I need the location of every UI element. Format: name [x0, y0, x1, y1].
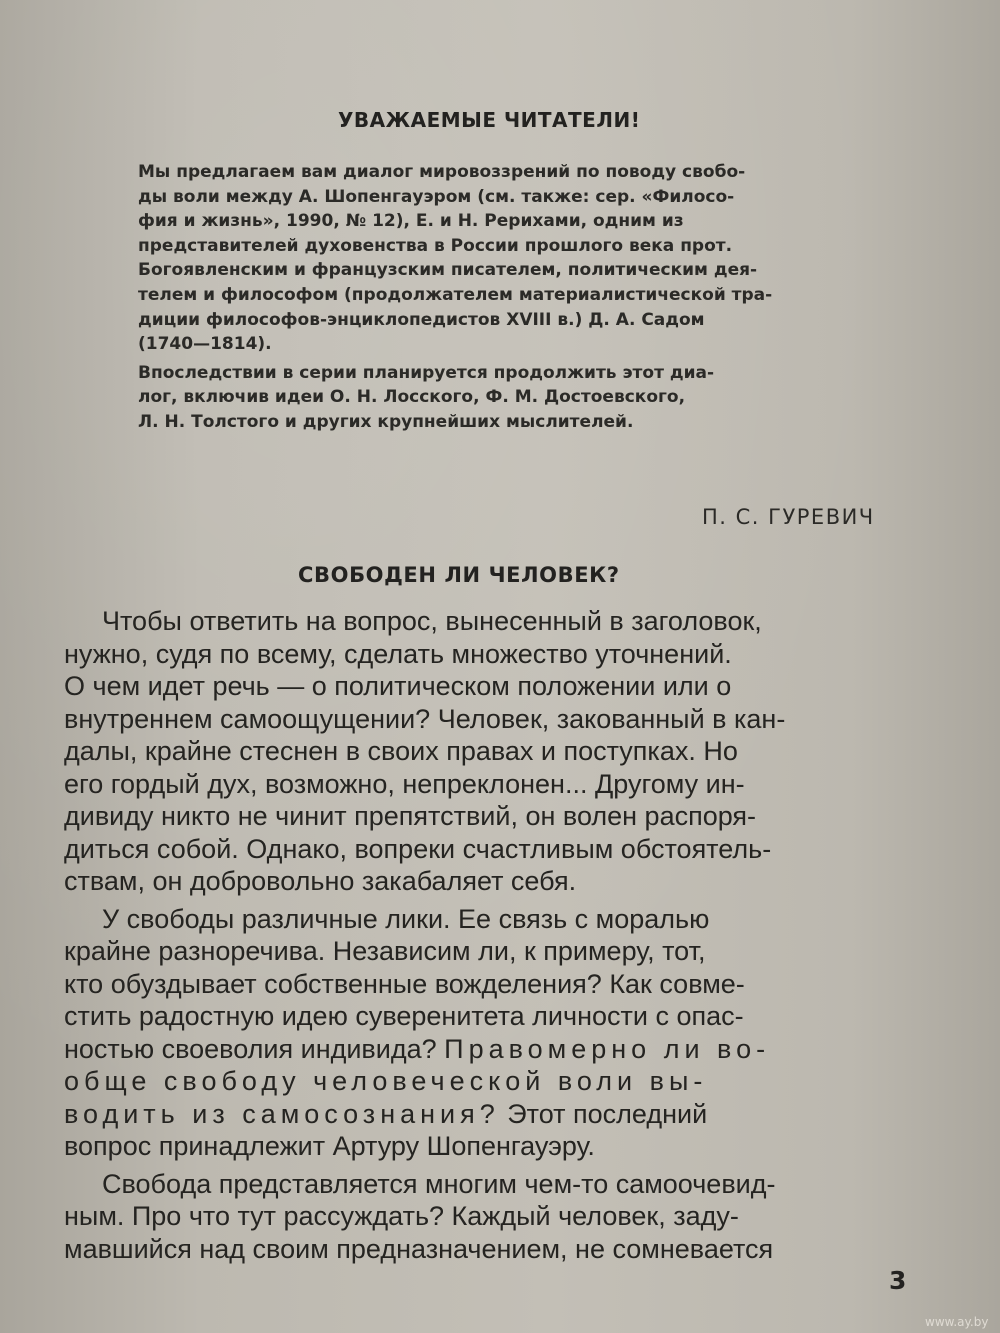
body-line: стить радостную идею суверенитета личности с опас-	[64, 1001, 744, 1031]
body-line: диться собой. Однако, вопреки счастливым обстоятель-	[64, 833, 772, 864]
notice-line: Мы предлагаем вам диалог мировоззрений по поводу свобо-	[138, 162, 746, 182]
article-title: СВОБОДЕН ЛИ ЧЕЛОВЕК?	[298, 563, 620, 587]
body-line: его гордый дух, возможно, непреклонен... Другому ин-	[64, 768, 745, 799]
body-line	[64, 1098, 914, 1131]
article-author: П. С. ГУРЕВИЧ	[702, 505, 875, 529]
body-line: нужно, судя по всему, сделать множество уточнений.	[64, 638, 732, 669]
notice-line: ды воли между А. Шопенгауэром (см. также: сер. «Филосо-	[138, 186, 735, 207]
body-line: У свободы различные лики. Ее связь с моралью	[102, 903, 710, 934]
notice-line: Л. Н. Толстого и других крупнейших мыслителей.	[138, 411, 634, 432]
notice-line: Впоследствии в серии планируется продолжить этот диа-	[138, 362, 715, 383]
notice-text	[138, 160, 898, 435]
body-line: вопрос принадлежит Артуру Шопенгауэру.	[64, 1131, 595, 1161]
body-line: ным. Про что тут рассуждать? Каждый человек, заду-	[64, 1201, 739, 1231]
notice-line: представителей духовенства в России прошлого века прот.	[138, 235, 733, 256]
emphasized-text: водить из самосознания?	[64, 1098, 500, 1129]
notice-line: (1740—1814).	[138, 334, 272, 355]
emphasized-text: Правомерно ли во-	[444, 1033, 771, 1064]
notice-line: диции философов-энциклопедистов XVIII в.) Д. А. Садом	[138, 309, 705, 330]
notice-title: УВАЖАЕМЫЕ ЧИТАТЕЛИ!	[338, 108, 641, 132]
body-text-run: ностью своеволия индивида?	[64, 1033, 437, 1064]
body-line: дивиду никто не чинит препятствий, он волен распоря-	[64, 801, 757, 831]
emphasized-text: обще свободу человеческой воли вы-	[64, 1066, 708, 1096]
body-line: внутреннем самоощущении? Человек, закованный в кан-	[64, 703, 786, 734]
notice-line: фия и жизнь», 1990, № 12), Е. и Н. Рерихами, одним из	[138, 211, 684, 232]
body-line: ствам, он добровольно закабаляет себя.	[64, 866, 577, 896]
article-body	[64, 605, 914, 1265]
body-line	[64, 1033, 914, 1066]
body-line: Свобода представляется многим чем-то самоочевид-	[102, 1168, 776, 1199]
page-number: 3	[889, 1266, 907, 1295]
body-line: крайне разноречива. Независим ли, к примеру, тот,	[64, 936, 706, 966]
body-line: мавшийся над своим предназначением, не сомневается	[64, 1233, 774, 1264]
body-text-run: Этот последний	[507, 1098, 708, 1129]
body-line: кто обуздывает собственные вожделения? Как совме-	[64, 968, 745, 999]
notice-line: Богоявленским и французским писателем, политическим дея-	[138, 260, 758, 281]
body-line: далы, крайне стеснен в своих правах и поступках. Но	[64, 736, 738, 766]
body-line: О чем идет речь — о политическом положении или о	[64, 671, 732, 701]
body-line: Чтобы ответить на вопрос, вынесенный в заголовок,	[102, 606, 762, 636]
notice-line: лог, включив идеи О. Н. Лосского, Ф. М. Достоевского,	[138, 387, 686, 408]
watermark: www.ay.by	[925, 1315, 989, 1329]
notice-line: телем и философом (продолжателем материалистической тра-	[138, 284, 773, 305]
